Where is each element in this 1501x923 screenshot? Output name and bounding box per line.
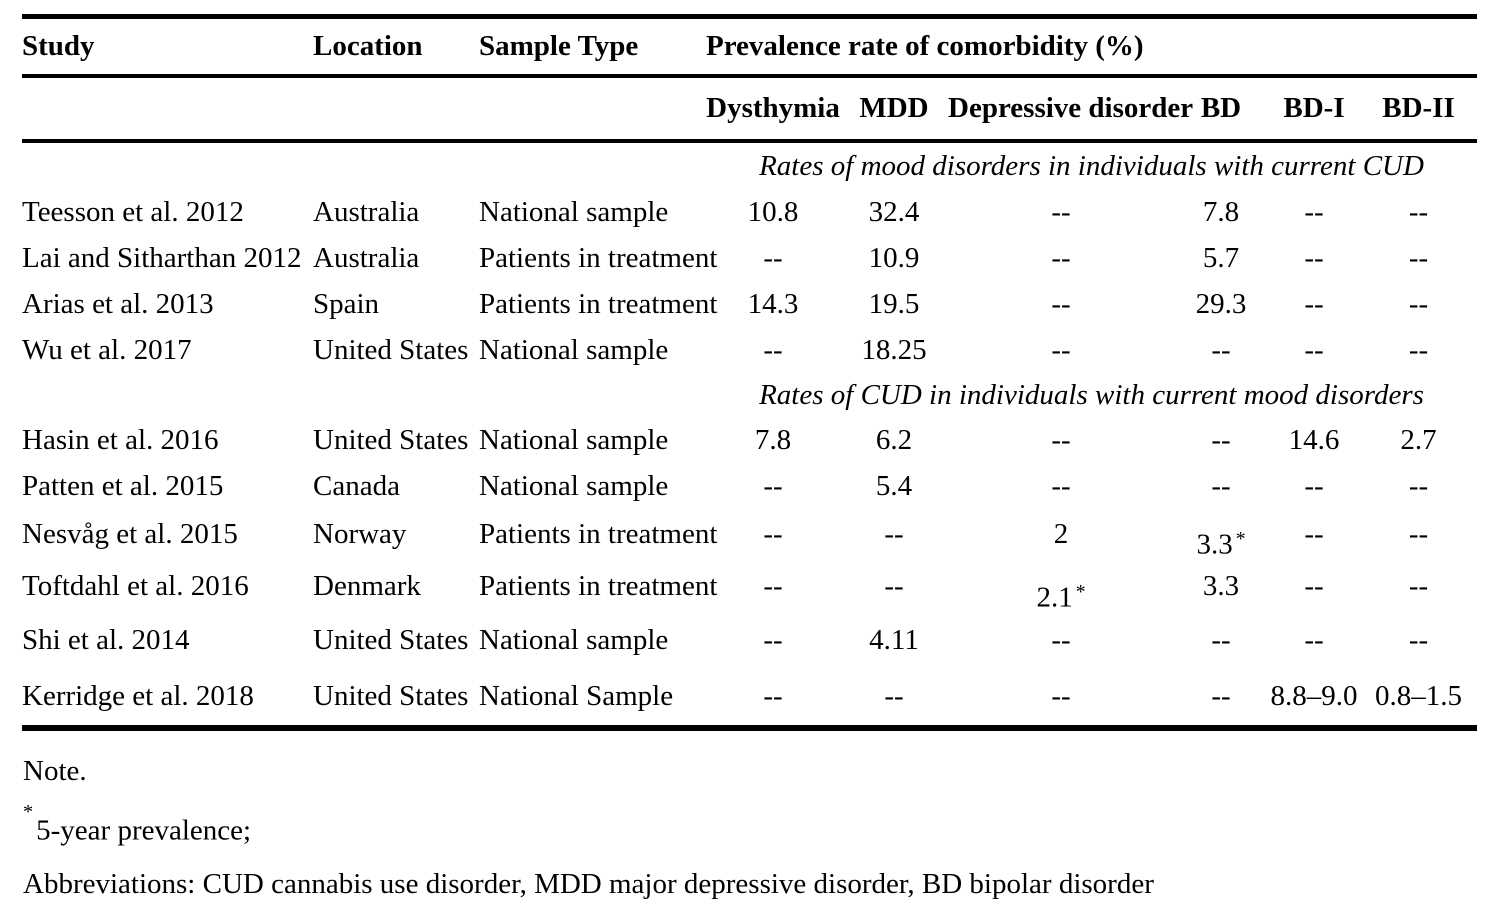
sample-type-cell: Patients in treatment	[479, 570, 718, 602]
mdd-value: --	[884, 570, 904, 602]
depressive-disorder-value: --	[1051, 624, 1071, 656]
table-row	[22, 281, 1477, 327]
depressive-disorder-value: --	[1051, 469, 1071, 502]
section-heading-spacer	[22, 373, 706, 417]
bd-ii-value: --	[1408, 570, 1429, 602]
study-cell: Teesson et al. 2012	[22, 195, 244, 228]
bd-ii-value: 2.7	[1400, 423, 1437, 456]
bd-i-value: --	[1304, 469, 1324, 502]
dysthymia-value: --	[763, 679, 783, 712]
section-heading: Rates of mood disorders in individuals with current CUD	[759, 149, 1424, 182]
depressive-disorder-value: --	[1051, 333, 1071, 366]
header-row-sub	[22, 76, 1477, 141]
bd-value: --	[1211, 679, 1231, 712]
dysthymia-value: --	[763, 570, 783, 602]
subheader-spacer	[22, 76, 706, 141]
sample-type-cell: National Sample	[479, 679, 674, 712]
depressive-disorder-value-number: 2.1	[1036, 581, 1073, 614]
col-header-study: Study	[22, 17, 313, 77]
bd-ii-value: --	[1408, 469, 1429, 502]
dysthymia-value: --	[763, 469, 783, 502]
bd-value: 29.3	[1195, 287, 1247, 320]
study-cell: Lai and Sitharthan 2012	[22, 241, 302, 274]
depressive-disorder-value: --	[1051, 423, 1071, 456]
location-cell: United States	[313, 333, 469, 366]
depressive-disorder-value: --	[1051, 287, 1071, 320]
location-cell: United States	[313, 423, 469, 456]
bd-ii-value: --	[1408, 195, 1429, 228]
bd-value-number: 3.3	[1196, 528, 1233, 561]
depressive-disorder-value	[948, 559, 1174, 614]
bd-i-value: 8.8–9.0	[1270, 679, 1358, 712]
mdd-value: 32.4	[868, 195, 920, 228]
col-header-sample-type: Sample Type	[479, 17, 706, 77]
bd-ii-value: --	[1408, 333, 1429, 366]
section-heading-row	[22, 141, 1477, 189]
sample-type-cell: National sample	[479, 333, 669, 366]
table-header	[22, 17, 1477, 142]
location-cell: Norway	[313, 517, 407, 550]
sample-type-cell: Patients in treatment	[479, 287, 718, 320]
location-cell: Australia	[313, 195, 420, 228]
footnote-marker: *	[1075, 580, 1086, 603]
location-cell: Denmark	[313, 570, 421, 602]
col-header-bd-ii: BD-II	[1360, 76, 1477, 141]
bd-value-with-footnote	[1196, 526, 1245, 562]
table-row	[22, 327, 1477, 373]
table-row	[22, 667, 1477, 728]
dysthymia-value: 14.3	[747, 287, 799, 320]
study-cell: Nesvåg et al. 2015	[22, 517, 238, 550]
dysthymia-value: 7.8	[754, 423, 792, 456]
bd-i-value: --	[1304, 517, 1324, 550]
bd-ii-value: --	[1408, 287, 1429, 320]
study-cell: Toftdahl et al. 2016	[22, 570, 249, 602]
bd-ii-value: --	[1408, 241, 1429, 274]
location-cell: Canada	[313, 469, 400, 502]
depressive-disorder-value-with-footnote	[1036, 579, 1085, 615]
study-cell: Shi et al. 2014	[22, 624, 190, 656]
col-header-location: Location	[313, 17, 479, 77]
mdd-value: --	[884, 517, 904, 550]
table-row	[22, 559, 1477, 614]
mdd-value: --	[884, 679, 904, 712]
bd-i-value: --	[1304, 624, 1324, 656]
mdd-value: 18.25	[861, 333, 927, 366]
bd-i-value: --	[1304, 570, 1324, 602]
table-row	[22, 235, 1477, 281]
sample-type-cell: Patients in treatment	[479, 241, 718, 274]
study-cell: Kerridge et al. 2018	[22, 679, 254, 712]
depressive-disorder-value: --	[1051, 195, 1071, 228]
bd-value: --	[1211, 624, 1231, 656]
section-heading-spacer	[22, 141, 706, 189]
location-cell: United States	[313, 624, 469, 656]
section-heading-row	[22, 373, 1477, 417]
footnote	[23, 800, 1501, 848]
bd-i-value: --	[1304, 241, 1324, 274]
depressive-disorder-value: 2	[1053, 517, 1069, 550]
location-cell: United States	[313, 679, 469, 712]
sample-type-cell: National sample	[479, 423, 669, 456]
depressive-disorder-value: --	[1051, 679, 1071, 712]
table-notes	[23, 755, 1501, 901]
depressive-disorder-value: --	[1051, 241, 1071, 274]
location-cell: Australia	[313, 241, 420, 274]
location-cell: Spain	[313, 287, 380, 320]
study-cell: Arias et al. 2013	[22, 287, 214, 320]
bd-value: --	[1211, 469, 1231, 502]
bd-i-value: --	[1304, 333, 1324, 366]
dysthymia-value: --	[763, 241, 783, 274]
bd-i-value: 14.6	[1288, 423, 1340, 456]
footnote-text: 5-year prevalence;	[36, 814, 252, 847]
sample-type-cell: Patients in treatment	[479, 517, 718, 550]
header-row-main	[22, 17, 1477, 77]
table-row	[22, 509, 1477, 559]
mdd-value: 19.5	[868, 287, 920, 320]
bd-value: --	[1211, 333, 1231, 366]
bd-value	[1174, 509, 1268, 559]
mdd-value: 5.4	[875, 469, 913, 502]
table-row	[22, 417, 1477, 463]
table-row	[22, 189, 1477, 235]
comorbidity-prevalence-table	[22, 14, 1477, 731]
col-header-bd: BD	[1174, 76, 1268, 141]
col-group-header-prevalence: Prevalence rate of comorbidity (%)	[706, 17, 1477, 77]
bd-value: 7.8	[1202, 195, 1240, 228]
bd-i-value: --	[1304, 195, 1324, 228]
col-header-depressive-disorder: Depressive disorder	[948, 76, 1174, 141]
bd-value: 3.3	[1202, 570, 1240, 602]
note-label: Note.	[23, 755, 87, 787]
sample-type-cell: National sample	[479, 195, 669, 228]
sample-type-cell: National sample	[479, 469, 669, 502]
bd-ii-value: 0.8–1.5	[1375, 679, 1462, 712]
mdd-value: 10.9	[868, 241, 920, 274]
study-cell: Hasin et al. 2016	[22, 423, 219, 456]
dysthymia-value: 10.8	[747, 195, 799, 228]
abbreviations: Abbreviations: CUD cannabis use disorder, MDD major depressive disorder, BD bipolar disorder	[23, 867, 1154, 900]
bd-ii-value: --	[1408, 624, 1429, 656]
dysthymia-value: --	[763, 517, 783, 550]
dysthymia-value: --	[763, 624, 783, 656]
col-header-dysthymia: Dysthymia	[706, 76, 840, 141]
dysthymia-value: --	[763, 333, 783, 366]
section-heading: Rates of CUD in individuals with current mood disorders	[759, 378, 1424, 411]
study-cell: Patten et al. 2015	[22, 469, 224, 502]
footnote-marker: *	[23, 800, 34, 823]
bd-value: --	[1211, 423, 1231, 456]
bd-ii-value: --	[1408, 517, 1429, 550]
bd-value: 5.7	[1202, 241, 1240, 274]
study-cell: Wu et al. 2017	[22, 333, 192, 366]
col-header-bd-i: BD-I	[1268, 76, 1360, 141]
bd-i-value: --	[1304, 287, 1324, 320]
col-header-mdd: MDD	[840, 76, 948, 141]
footnote-marker: *	[1235, 528, 1246, 551]
table-row	[22, 614, 1477, 667]
mdd-value: 4.11	[869, 624, 919, 656]
table-body	[22, 141, 1477, 728]
table-row	[22, 463, 1477, 509]
mdd-value: 6.2	[875, 423, 913, 456]
sample-type-cell: National sample	[479, 624, 669, 656]
